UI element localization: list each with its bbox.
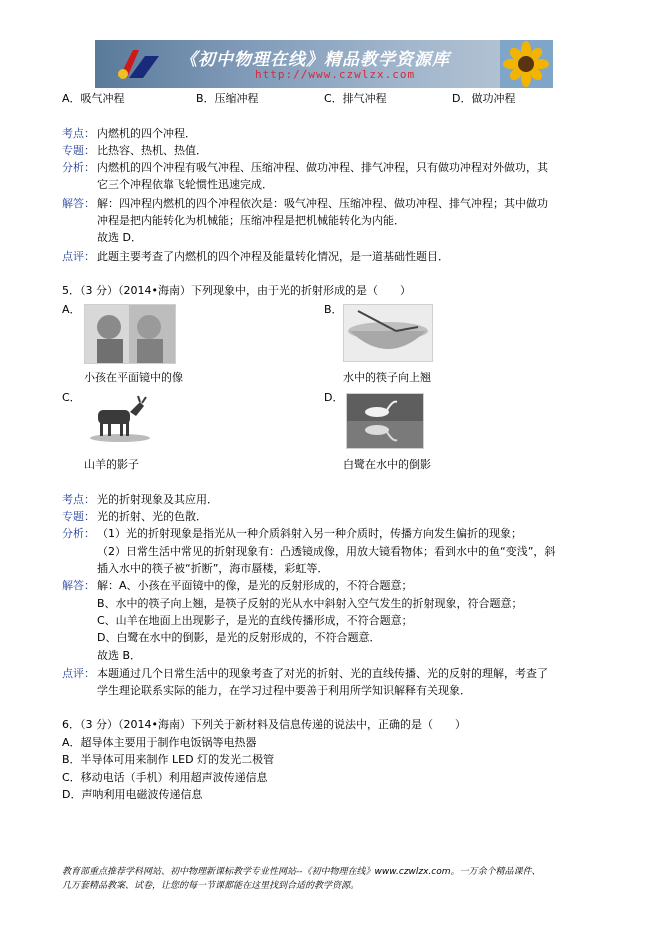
q5-option-b-caption: 水中的筷子向上翘 bbox=[343, 371, 431, 384]
q5-kaodian: 光的折射现象及其应用． bbox=[97, 493, 218, 506]
q6-option-c: C．移动电话（手机）利用超声波传递信息 bbox=[62, 771, 268, 784]
q4-option-d: D．做功冲程 bbox=[452, 92, 516, 105]
chopsticks-bowl-image bbox=[343, 304, 433, 362]
q5-dianping-line-2: 学生理论联系实际的能力，在学习过程中要善于利用所学知识解释有关现象． bbox=[97, 684, 471, 697]
q4-option-b: B．压缩冲程 bbox=[196, 92, 259, 105]
q5-fenxi-label: 分析： bbox=[62, 527, 95, 540]
q6-stem: 6．（3 分）（2014•海南）下列关于新材料及信息传递的说法中，正确的是（ ） bbox=[62, 718, 466, 731]
mirror-child-image bbox=[84, 304, 176, 364]
q5-option-d-caption: 白鹭在水中的倒影 bbox=[343, 458, 431, 471]
q5-option-d-letter: D． bbox=[324, 391, 344, 404]
q6-option-d: D．声呐利用电磁波传递信息 bbox=[62, 788, 203, 801]
q4-fenxi-line-2: 它三个冲程依靠飞轮惯性迅速完成． bbox=[97, 178, 273, 191]
q5-jieda-line-1: 解：A、小孩在平面镜中的像，是光的反射形成的，不符合题意； bbox=[97, 579, 413, 592]
q4-fenxi-label: 分析： bbox=[62, 161, 95, 174]
q5-dianping-label: 点评： bbox=[62, 667, 95, 680]
q5-jieda-line-3: C、山羊在地面上出现影子，是光的直线传播形成，不符合题意； bbox=[97, 614, 413, 627]
q4-option-a: A．吸气冲程 bbox=[62, 92, 125, 105]
sunflower-icon bbox=[500, 40, 553, 88]
q5-option-c-caption: 山羊的影子 bbox=[84, 458, 139, 471]
q5-option-a-letter: A． bbox=[62, 303, 81, 316]
site-logo-icon bbox=[109, 44, 171, 84]
q5-option-c-letter: C． bbox=[62, 391, 81, 404]
q5-kaodian-label: 考点： bbox=[62, 493, 95, 506]
header-banner bbox=[95, 40, 553, 88]
q4-zhuanti-label: 专题： bbox=[62, 144, 95, 157]
goat-shadow-image bbox=[84, 394, 156, 446]
q4-jieda-line-3: 故选 D． bbox=[97, 231, 142, 244]
q5-stem: 5．（3 分）（2014•海南）下列现象中，由于光的折射形成的是（ ） bbox=[62, 284, 411, 297]
q5-jieda-line-2: B、水中的筷子向上翘，是筷子反射的光从水中斜射入空气发生的折射现象，符合题意； bbox=[97, 597, 523, 610]
q5-zhuanti: 光的折射、光的色散． bbox=[97, 510, 207, 523]
q6-option-a: A．超导体主要用于制作电饭锅等电热器 bbox=[62, 736, 257, 749]
q4-fenxi-line-1: 内燃机的四个冲程有吸气冲程、压缩冲程、做功冲程、排气冲程，只有做功冲程对外做功，其 bbox=[97, 161, 548, 174]
q4-option-c: C．排气冲程 bbox=[324, 92, 387, 105]
banner-title: 《初中物理在线》精品教学资源库 bbox=[180, 50, 450, 70]
banner-url[interactable]: http://www.czwlzx.com bbox=[255, 68, 416, 81]
q5-option-b-letter: B． bbox=[324, 303, 343, 316]
q4-jieda-line-2: 冲程是把内能转化为机械能；压缩冲程是把机械能转化为内能． bbox=[97, 214, 405, 227]
q5-option-a-caption: 小孩在平面镜中的像 bbox=[84, 371, 183, 384]
q5-fenxi-line-1: （1）光的折射现象是指光从一种介质斜射入另一种介质时，传播方向发生偏折的现象； bbox=[97, 527, 522, 540]
q6-option-b: B．半导体可用来制作 LED 灯的发光二极管 bbox=[62, 753, 275, 766]
q5-fenxi-line-2: （2）日常生活中常见的折射现象有：凸透镜成像，用放大镜看物体；看到水中的鱼“变浅”，斜 bbox=[97, 545, 556, 558]
q5-dianping-line-1: 本题通过几个日常生活中的现象考查了对光的折射、光的直线传播、光的反射的理解，考查了 bbox=[97, 667, 548, 680]
q5-fenxi-line-3: 插入水中的筷子被“折断”，海市蜃楼，彩虹等． bbox=[97, 562, 329, 575]
q4-dianping: 此题主要考查了内燃机的四个冲程及能量转化情况，是一道基础性题目． bbox=[97, 250, 449, 263]
q5-jieda-label: 解答： bbox=[62, 579, 95, 592]
footer-line-2: 几万套精品教案、试卷，让您的每一节课都能在这里找到合适的教学资源。 bbox=[62, 881, 360, 891]
q5-jieda-line-4: D、白鹭在水中的倒影，是光的反射形成的，不符合题意． bbox=[97, 631, 381, 644]
egret-reflection-image bbox=[346, 393, 424, 449]
q4-dianping-label: 点评： bbox=[62, 250, 95, 263]
q4-jieda-label: 解答： bbox=[62, 197, 95, 210]
q4-kaodian: 内燃机的四个冲程． bbox=[97, 127, 196, 140]
q4-zhuanti: 比热容、热机、热值． bbox=[97, 144, 207, 157]
footer-line-1: 教育部重点推荐学科网站、初中物理新课标教学专业性网站--《初中物理在线》www.czwlzx.com。一万余个精品课件、 bbox=[62, 867, 541, 877]
q4-jieda-line-1: 解：四冲程内燃机的四个冲程依次是：吸气冲程、压缩冲程、做功冲程、排气冲程；其中做功 bbox=[97, 197, 548, 210]
q5-zhuanti-label: 专题： bbox=[62, 510, 95, 523]
q4-kaodian-label: 考点： bbox=[62, 127, 95, 140]
q5-jieda-line-5: 故选 B． bbox=[97, 649, 142, 662]
